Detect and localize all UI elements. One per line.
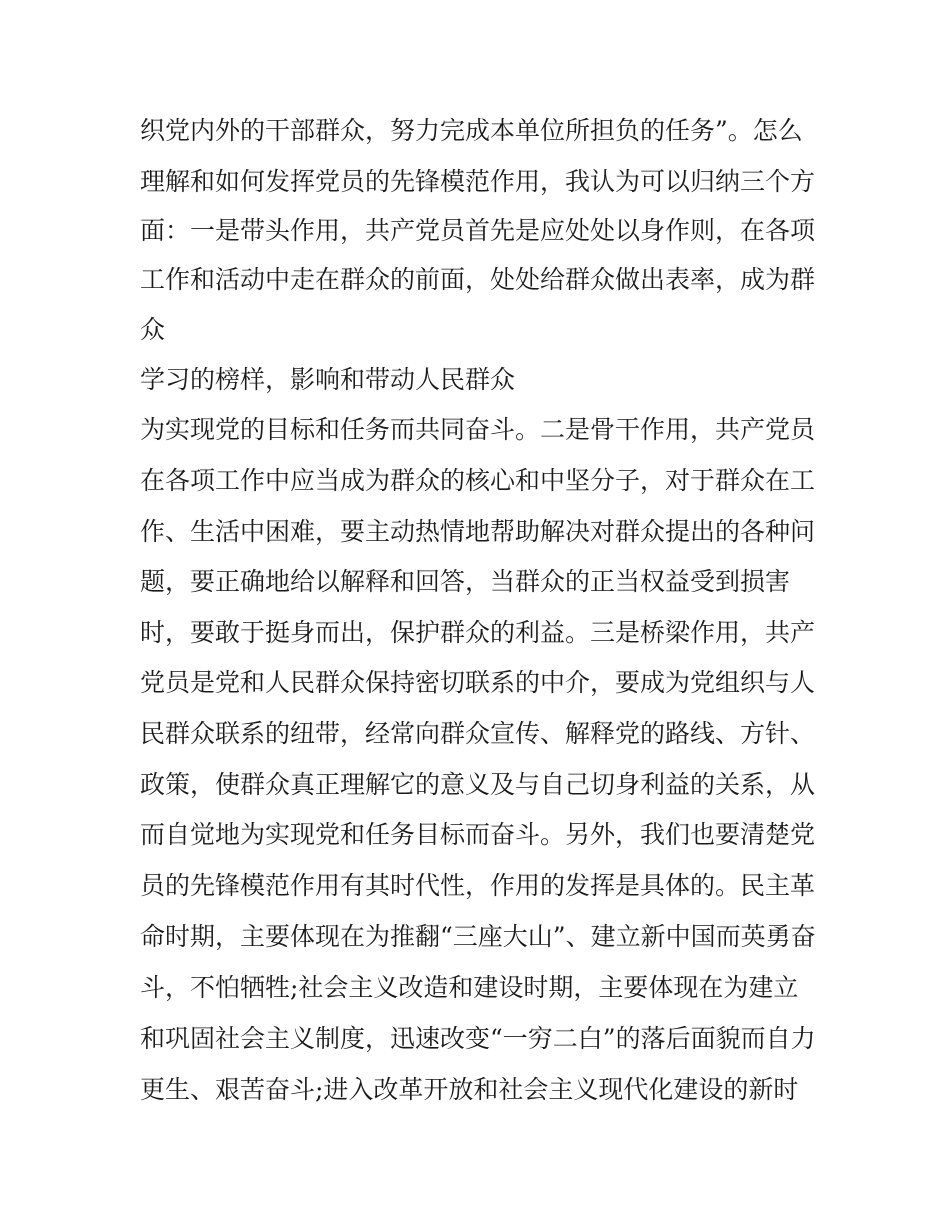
text-line: 党员是党和人民群众保持密切联系的中介，要成为党组织与人 xyxy=(140,668,816,697)
text-line: 面：一是带头作用，共产党员首先是应处处以身作则，在各项 xyxy=(140,216,816,245)
text-line: 而自觉地为实现党和任务目标而奋斗。另外，我们也要清楚党 xyxy=(140,820,816,849)
text-line: 学习的榜样，影响和带动人民群众 xyxy=(140,365,516,394)
text-line: 时，要敢于挺身而出，保护群众的利益。三是桥梁作用，共产 xyxy=(140,618,816,647)
text-line: 命时期，主要体现在为推翻“三座大山”、建立新中国而英勇奋 xyxy=(140,922,816,951)
text-line: 理解和如何发挥党员的先锋模范作用，我认为可以归纳三个方 xyxy=(140,167,816,196)
text-line: 为实现党的目标和任务而共同奋斗。二是骨干作用，共产党员 xyxy=(140,415,816,444)
text-line: 作、生活中困难，要主动热情地帮助解决对群众提出的各种问 xyxy=(140,517,816,546)
text-line: 政策，使群众真正理解它的意义及与自己切身利益的关系，从 xyxy=(140,770,816,799)
text-line: 更生、艰苦奋斗;进入改革开放和社会主义现代化建设的新时 xyxy=(140,1075,799,1104)
text-line: 民群众联系的纽带，经常向群众宣传、解释党的路线、方针、 xyxy=(140,719,816,748)
text-line: 工作和活动中走在群众的前面，处处给群众做出表率，成为群 xyxy=(140,265,816,294)
text-line: 斗，不怕牺牲;社会主义改造和建设时期，主要体现在为建立 xyxy=(140,973,799,1002)
text-line: 和巩固社会主义制度，迅速改变“一穷二白”的落后面貌而自力 xyxy=(140,1024,816,1053)
text-line: 织党内外的干部群众，努力完成本单位所担负的任务”。怎么 xyxy=(140,116,803,145)
text-line: 题，要正确地给以解释和回答，当群众的正当权益受到损害 xyxy=(140,567,791,596)
text-line: 众 xyxy=(140,315,166,344)
text-line: 员的先锋模范作用有其时代性，作用的发挥是具体的。民主革 xyxy=(140,871,816,900)
text-line: 在各项工作中应当成为群众的核心和中坚分子，对于群众在工 xyxy=(140,466,816,495)
